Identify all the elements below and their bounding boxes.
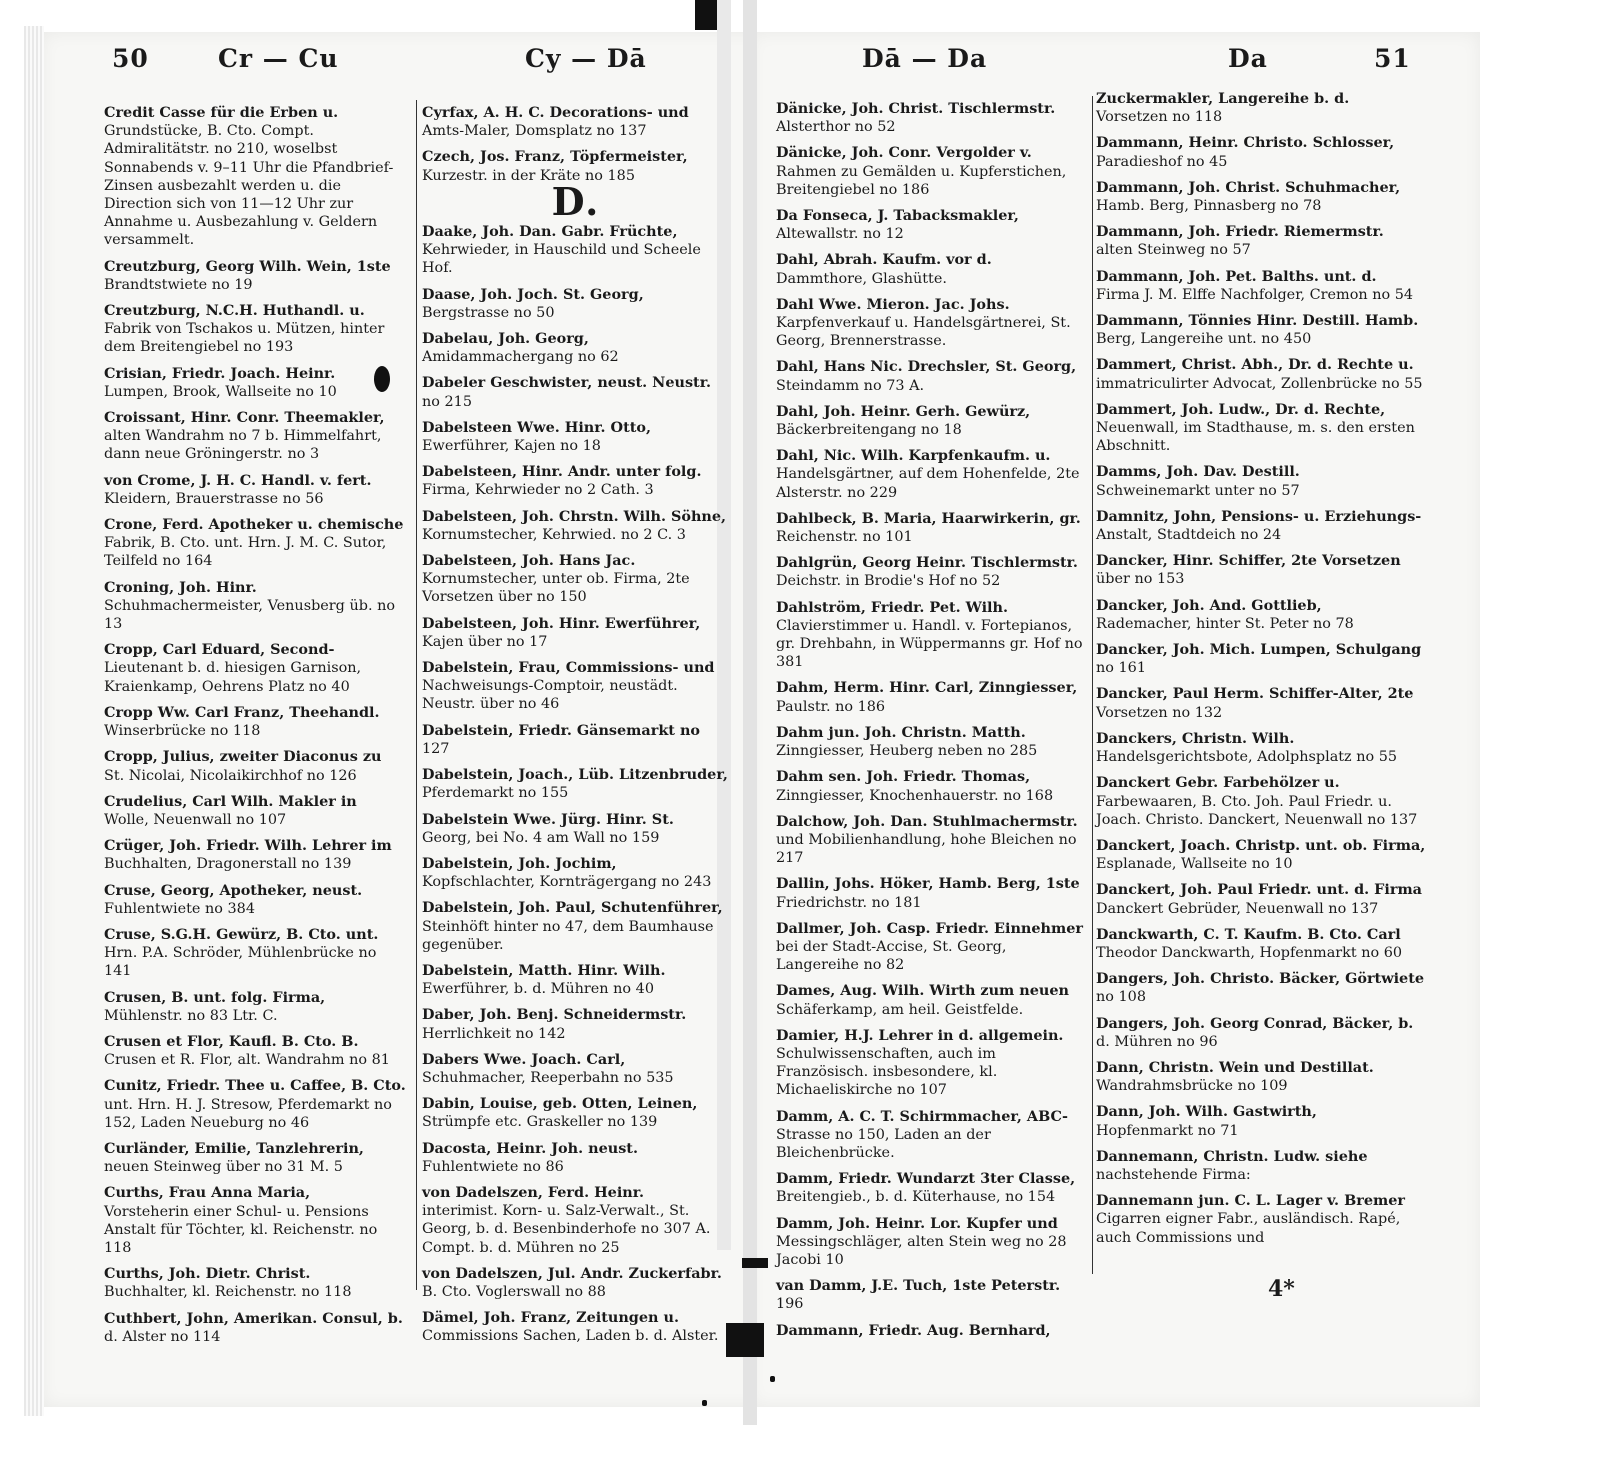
directory-entry: Damm, Friedr. Wundarzt 3ter Classe, Breitengieb., b. d. Küterhause, no 154 (776, 1170, 1076, 1206)
directory-entry: Dabelstein, Friedr. Gänsemarkt no 127 (422, 721, 701, 757)
directory-entry: Dahm sen. Joh. Friedr. Thomas, Zinngiesser, Knochenhauerstr. no 168 (776, 768, 1054, 804)
directory-entry: Creutzburg, Georg Wilh. Wein, 1ste Brandtstwiete no 19 (104, 257, 391, 293)
directory-entry: Cyrfax, A. H. C. Decorations- und Amts-Maler, Domsplatz no 137 (422, 104, 689, 140)
directory-entry: Cropp, Carl Eduard, Second-Lieutenant b. d. hiesigen Garnison, Kraienkamp, Oehrens Platz no 40 (104, 641, 362, 695)
spine-gutter (743, 0, 757, 1425)
directory-entry: Danckert, Joach. Christp. unt. ob. Firma, Esplanade, Wallseite no 10 (1096, 836, 1426, 873)
section-letter: D. (551, 178, 601, 224)
directory-entry: Crudelius, Carl Wilh. Makler in Wolle, Neuenwall no 107 (104, 792, 357, 828)
directory-entry: Dann, Christn. Wein und Destillat. Wandrahmsbrücke no 109 (1096, 1058, 1374, 1095)
directory-entry: Cropp, Julius, zweiter Diaconus zu St. Nicolai, Nicolaikirchhof no 126 (104, 748, 382, 784)
directory-entry: Dahm, Herm. Hinr. Carl, Zinngiesser, Paulstr. no 186 (776, 679, 1078, 715)
directory-entry: Dames, Aug. Wilh. Wirth zum neuen Schäferkamp, am heil. Geistfelde. (776, 982, 1069, 1018)
directory-entry: Curländer, Emilie, Tanzlehrerin, neuen Steinweg über no 31 M. 5 (104, 1139, 364, 1176)
directory-entry: Czech, Jos. Franz, Töpfermeister, Kurzestr. in der Kräte no 185 (422, 148, 688, 184)
running-header-left: Cr — Cu (218, 44, 339, 73)
directory-entry: Dann, Joh. Wilh. Gastwirth, Hopfenmarkt no 71 (1096, 1103, 1317, 1139)
directory-entry: Dammann, Heinr. Christo. Schlosser, Paradieshof no 45 (1096, 134, 1395, 170)
directory-entry: Danckert, Joh. Paul Friedr. unt. d. Firma Danckert Gebrüder, Neuenwall no 137 (1096, 881, 1422, 917)
directory-entry: Dabers Wwe. Joach. Carl, Schuhmacher, Reeperbahn no 535 (422, 1050, 674, 1086)
directory-entry: Dahl, Abrah. Kaufm. vor d. Dammthore, Glashütte. (776, 251, 992, 287)
directory-entry: Creutzburg, N.C.H. Huthandl. u. Fabrik von Tschakos u. Mützen, hinter dem Breitengiebel no 193 (104, 302, 385, 356)
directory-entry: Dannemann jun. C. L. Lager v. Bremer Cigarren eigner Fabr., ausländisch. Rapé, auch Commissions und (1096, 1192, 1405, 1246)
column-rule (1092, 96, 1093, 1274)
directory-entry: Dabin, Louise, geb. Otten, Leinen, Strümpfe etc. Graskeller no 139 (422, 1095, 698, 1131)
directory-entry: Danckwarth, C. T. Kaufm. B. Cto. Carl Theodor Danckwarth, Hopfenmarkt no 60 (1096, 925, 1403, 961)
directory-entry: von Crome, J. H. C. Handl. v. fert. Kleidern, Brauerstrasse no 56 (104, 471, 372, 507)
directory-entry: Dänicke, Joh. Conr. Vergolder v. Rahmen zu Gemälden u. Kupferstichen, Breitengiebel no 186 (776, 144, 1067, 198)
directory-entry: Crusen et Flor, Kaufl. B. Cto. B. Crusen et R. Flor, alt. Wandrahm no 81 (104, 1032, 390, 1069)
directory-entry: Dabelstein, Frau, Commissions- und Nachweisungs-Comptoir, neustädt. Neustr. über no 46 (422, 659, 715, 713)
directory-entry: Dämel, Joh. Franz, Zeitungen u. Commissions Sachen, Laden b. d. Alster. (422, 1309, 719, 1345)
directory-entry: Dabelsteen Wwe. Hinr. Otto, Ewerführer, Kajen no 18 (422, 418, 651, 455)
directory-entry: Danckert Gebr. Farbehölzer u. Farbewaaren, B. Cto. Joh. Paul Friedr. u. Joach. Christo. Danckert, Neuenwall no 137 (1096, 774, 1418, 828)
directory-column-2 (422, 104, 730, 1354)
directory-entry: Cropp Ww. Carl Franz, Theehandl. Winserbrücke no 118 (104, 703, 380, 740)
directory-entry: Dancker, Joh. And. Gottlieb, Rademacher, hinter St. Peter no 78 (1096, 596, 1354, 632)
directory-column-3 (776, 100, 1084, 1348)
directory-entry: Dabelstein, Joach., Lüb. Litzenbruder, Pferdemarkt no 155 (422, 766, 728, 802)
signature-mark: 4* (1268, 1276, 1295, 1302)
directory-entry: Croning, Joh. Hinr. Schuhmachermeister, Venusberg üb. no 13 (104, 578, 396, 633)
directory-entry: Daase, Joh. Joch. St. Georg, Bergstrasse no 50 (422, 285, 644, 321)
directory-column-1 (104, 104, 408, 1354)
directory-entry: Dabelstein Wwe. Jürg. Hinr. St. Georg, bei No. 4 am Wall no 159 (422, 810, 674, 846)
ink-blot (374, 366, 390, 392)
directory-entry: Dabeler Geschwister, neust. Neustr. no 215 (422, 374, 711, 410)
running-header-right-col2: Da (1228, 44, 1268, 73)
directory-entry: Daake, Joh. Dan. Gabr. Früchte, Kehrwieder, in Hauschild und Scheele Hof. (422, 223, 701, 277)
directory-entry: Daber, Joh. Benj. Schneidermstr. Herrlichkeit no 142 (422, 1006, 687, 1042)
page-number-right: 51 (1374, 44, 1411, 73)
running-header-right: Dā — Da (862, 44, 988, 73)
directory-entry: Zuckermakler, Langereihe b. d. Vorsetzen no 118 (1096, 90, 1350, 126)
column-rule (416, 100, 417, 1290)
directory-entry: Cruse, S.G.H. Gewürz, B. Cto. unt. Hrn. P.A. Schröder, Mühlenbrücke no 141 (104, 925, 379, 980)
directory-entry: Dacosta, Heinr. Joh. neust. Fuhlentwiete no 86 (422, 1139, 638, 1175)
directory-entry: Dammert, Christ. Abh., Dr. d. Rechte u. immatriculirter Advocat, Zollenbrücke no 55 (1096, 356, 1423, 392)
directory-entry: Damier, H.J. Lehrer in d. allgemein. Schulwissenschaften, auch im Französisch. insbesondere, kl. Michaeliskirche no 107 (776, 1026, 1064, 1099)
speck (702, 1400, 707, 1406)
directory-entry: Curths, Joh. Dietr. Christ. Buchhalter, kl. Reichenstr. no 118 (104, 1265, 352, 1301)
directory-entry: Dancker, Paul Herm. Schiffer-Alter, 2te Vorsetzen no 132 (1096, 685, 1414, 721)
directory-entry: Damnitz, John, Pensions- u. Erziehungs-Anstalt, Stadtdeich no 24 (1096, 507, 1422, 544)
directory-entry: Dahm jun. Joh. Christn. Matth. Zinngiesser, Heuberg neben no 285 (776, 723, 1038, 760)
directory-entry: Dahlgrün, Georg Heinr. Tischlermstr. Deichstr. in Brodie's Hof no 52 (776, 554, 1078, 590)
running-header-left-col2: Cy — Dā (525, 44, 647, 73)
directory-entry: Cunitz, Friedr. Thee u. Caffee, B. Cto. unt. Hrn. H. J. Stresow, Pferdemarkt no 152, Laden Neueburg no 46 (104, 1077, 406, 1131)
directory-entry: Damm, A. C. T. Schirmmacher, ABC-Strasse no 150, Laden an der Bleichenbrücke. (776, 1107, 1068, 1161)
binding-mark (726, 1323, 764, 1357)
directory-entry: Dallin, Johs. Höker, Hamb. Berg, 1ste Friedrichstr. no 181 (776, 875, 1080, 911)
directory-entry: Crüger, Joh. Friedr. Wilh. Lehrer im Buchhalten, Dragonerstall no 139 (104, 837, 392, 873)
directory-entry: Dammann, Joh. Christ. Schuhmacher, Hamb. Berg, Pinnasberg no 78 (1096, 178, 1401, 215)
directory-entry: Dabelstein, Matth. Hinr. Wilh. Ewerführer, b. d. Mühren no 40 (422, 961, 666, 998)
directory-entry: Credit Casse für die Erben u. Grundstücke, B. Cto. Compt. Admiralitätstr. no 210, woselbst Sonnabends v. 9–11 Uhr die Pfandbrief-Zinsen ausbezahlt werden u. die Direction sich von 11—12 Uhr zur Annahme u. Ausbezahlung v. Geldern versammelt. (104, 104, 394, 249)
directory-entry: Dabelsteen, Joh. Chrstn. Wilh. Söhne, Kornumstecher, Kehrwied. no 2 C. 3 (422, 507, 727, 543)
directory-entry: Danckers, Christn. Wilh. Handelsgerichtsbote, Adolphsplatz no 55 (1096, 729, 1398, 766)
directory-entry: Dangers, Joh. Christo. Bäcker, Görtwiete no 108 (1096, 970, 1425, 1006)
directory-entry: Dahl, Hans Nic. Drechsler, St. Georg, Steindamm no 73 A. (776, 358, 1077, 394)
directory-entry: Dabelau, Joh. Georg, Amidammachergang no 62 (422, 330, 619, 366)
directory-entry: Croissant, Hinr. Conr. Theemakler, alten Wandrahm no 7 b. Himmelfahrt, dann neue Gröningerstr. no 3 (104, 409, 385, 463)
directory-entry: Dammann, Joh. Friedr. Riemermstr. alten Steinweg no 57 (1096, 223, 1384, 259)
directory-entry: Damm, Joh. Heinr. Lor. Kupfer und Messingschläger, alten Stein weg no 28 Jacobi 10 (776, 1214, 1067, 1268)
directory-entry: Crusen, B. unt. folg. Firma, Mühlenstr. no 83 Ltr. C. (104, 988, 326, 1024)
directory-entry: Dabelsteen, Joh. Hans Jac. Kornumstecher, unter ob. Firma, 2te Vorsetzen über no 150 (422, 552, 690, 606)
directory-entry: Dahlström, Friedr. Pet. Wilh. Clavierstimmer u. Handl. v. Fortepianos, gr. Drehbahn, in Wüppermanns gr. Hof no 381 (776, 598, 1083, 671)
directory-entry: Dallmer, Joh. Casp. Friedr. Einnehmer bei der Stadt-Accise, St. Georg, Langereihe no 82 (776, 919, 1083, 974)
directory-entry: Dammann, Tönnies Hinr. Destill. Hamb. Berg, Langereihe unt. no 450 (1096, 312, 1419, 348)
directory-entry: Cuthbert, John, Amerikan. Consul, b. d. Alster no 114 (104, 1309, 403, 1345)
directory-entry: Crone, Ferd. Apotheker u. chemische Fabrik, B. Cto. unt. Hrn. J. M. C. Sutor, Teilfeld no 164 (104, 516, 404, 570)
directory-entry: Crisian, Friedr. Joach. Heinr. Lumpen, Brook, Wallseite no 10 (104, 364, 337, 400)
directory-entry: Dabelsteen, Joh. Hinr. Ewerführer, Kajen über no 17 (422, 614, 701, 650)
directory-entry: Dammann, Joh. Pet. Balths. unt. d. Firma J. M. Elffe Nachfolger, Cremon no 54 (1096, 267, 1414, 303)
directory-entry: Dancker, Joh. Mich. Lumpen, Schulgang no 161 (1096, 641, 1422, 677)
binding-mark (742, 1258, 768, 1268)
page-number-left: 50 (112, 44, 149, 73)
directory-entry: Dahl, Nic. Wilh. Karpfenkaufm. u. Handelsgärtner, auf dem Hohenfelde, 2te Alsterstr. no 229 (776, 447, 1080, 501)
directory-entry: Dammann, Friedr. Aug. Bernhard, (776, 1321, 1051, 1339)
directory-entry: Dammert, Joh. Ludw., Dr. d. Rechte, Neuenwall, im Stadthause, m. s. den ersten Abschnitt. (1096, 400, 1415, 455)
directory-entry: Dabelsteen, Hinr. Andr. unter folg. Firma, Kehrwieder no 2 Cath. 3 (422, 463, 702, 499)
speck (770, 1376, 775, 1382)
directory-entry: Curths, Frau Anna Maria, Vorsteherin einer Schul- u. Pensions Anstalt für Töchter, kl. Reichenstr. no 118 (104, 1184, 378, 1256)
directory-entry: Da Fonseca, J. Tabacksmakler, Altewallstr. no 12 (776, 207, 1019, 243)
directory-entry: Dalchow, Joh. Dan. Stuhlmachermstr. und Mobilienhandlung, hohe Bleichen no 217 (776, 812, 1078, 867)
directory-entry: von Dadelszen, Ferd. Heinr. interimist. Korn- u. Salz-Verwalt., St. Georg, b. d. Besenbinderhofe no 307 A. Compt. b. d. Mühren no 25 (422, 1183, 711, 1256)
directory-column-4 (1096, 90, 1426, 1255)
directory-entry: von Dadelszen, Jul. Andr. Zuckerfabr. B. Cto. Voglerswall no 88 (422, 1264, 722, 1300)
directory-entry: Dahl, Joh. Heinr. Gerh. Gewürz, Bäckerbreitengang no 18 (776, 402, 1031, 439)
directory-entry: Dänicke, Joh. Christ. Tischlermstr. Alsterthor no 52 (776, 100, 1056, 136)
directory-entry: Dabelstein, Joh. Jochim, Kopfschlachter, Kornträgergang no 243 (422, 854, 712, 891)
directory-entry: Dabelstein, Joh. Paul, Schutenführer, Steinhöft hinter no 47, dem Baumhause gegenüber. (422, 899, 723, 953)
directory-entry: van Damm, J.E. Tuch, 1ste Peterstr. 196 (776, 1277, 1061, 1313)
directory-entry: Dahl Wwe. Mieron. Jac. Johs. Karpfenverkauf u. Handelsgärtnerei, St. Georg, Brennerstrasse. (776, 295, 1071, 350)
directory-entry: Dancker, Hinr. Schiffer, 2te Vorsetzen über no 153 (1096, 552, 1401, 588)
directory-entry: Dannemann, Christn. Ludw. siehe nachstehende Firma: (1096, 1147, 1368, 1183)
directory-entry: Dahlbeck, B. Maria, Haarwirkerin, gr. Reichenstr. no 101 (776, 509, 1081, 546)
directory-entry: Damms, Joh. Dav. Destill. Schweinemarkt unter no 57 (1096, 463, 1300, 499)
directory-entry: Cruse, Georg, Apotheker, neust. Fuhlentwiete no 384 (104, 881, 363, 917)
directory-entry: Dangers, Joh. Georg Conrad, Bäcker, b. d. Mühren no 96 (1096, 1014, 1414, 1050)
